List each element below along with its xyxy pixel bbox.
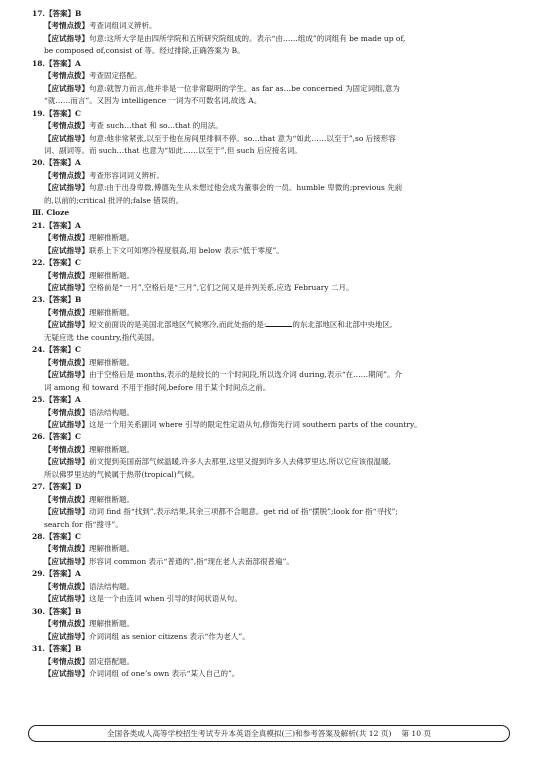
test-point-label: 【考情点拨】 (44, 407, 89, 417)
question-19 (32, 108, 507, 158)
answer-line (32, 643, 507, 655)
guide-row (32, 556, 507, 568)
test-point-text: 固定搭配题。 (89, 656, 134, 666)
question-17 (32, 8, 507, 58)
test-point-text: 理解推断题。 (89, 270, 134, 280)
answer-line (32, 481, 507, 493)
answer-line (32, 157, 507, 169)
test-point-row (32, 494, 507, 506)
test-point-row (32, 656, 507, 668)
guide-continuation: 所以佛罗里达的气候属于热带(tropical)气候。 (44, 469, 200, 479)
test-point-row (32, 543, 507, 555)
test-point-row (32, 120, 507, 132)
guide-text: 介词词组 of one’s own 表示“某人自己的”。 (89, 669, 240, 679)
test-point-label: 【考情点拨】 (44, 233, 89, 243)
guide-text: 空格前是“一月”,空格后是“三月”,它们之间又是并列关系,应选 February 二月。 (89, 282, 354, 292)
test-point-row (32, 170, 507, 182)
guide-continuation: 无疑应选 the country,指代美国。 (44, 332, 160, 342)
answer-line (32, 431, 507, 443)
test-point-text: 考查词组词义辨析。 (89, 21, 157, 31)
guide-row (32, 182, 507, 194)
guide-text: 联系上下文可知寒冷程度很高,用 below 表示“低于零度”。 (89, 245, 284, 255)
test-point-text: 考查形容词词义辨析。 (89, 170, 164, 180)
test-point-label: 【考情点拨】 (44, 121, 89, 131)
fill-blank (266, 319, 292, 327)
page-footer (28, 725, 510, 742)
question-number: 27. (32, 482, 46, 492)
question-23 (32, 294, 507, 344)
guide-row (32, 245, 507, 257)
answer-label: 【答案】A (45, 158, 81, 168)
test-point-label: 【考情点拨】 (44, 544, 89, 554)
guide-text: 句意:由于出身卑微,傅德先生从未想过他会成为董事会的一员。humble 卑微的;previous 先前 (89, 183, 403, 193)
guide-row (32, 631, 507, 643)
guide-label: 【应试指导】 (44, 83, 89, 93)
test-point-label: 【考情点拨】 (44, 444, 89, 454)
question-24 (32, 344, 507, 394)
answer-line (32, 8, 507, 20)
answer-label: 【答案】C (45, 108, 82, 118)
guide-label: 【应试指导】 (44, 183, 89, 193)
guide-row (32, 419, 507, 431)
test-point-text: 理解推断题。 (89, 619, 134, 629)
guide-continuation: be composed of,consist of 等。经过排除,正确答案为 B。 (44, 46, 245, 56)
footer-page-number: 第 10 页 (401, 729, 432, 738)
guide-row (32, 319, 507, 331)
answer-label: 【答案】B (45, 9, 82, 18)
test-point-text: 理解推断题。 (89, 357, 134, 367)
guide-label: 【应试指导】 (44, 507, 89, 517)
test-point-row (32, 357, 507, 369)
test-point-text: 考查固定搭配。 (89, 71, 142, 81)
question-number: 28. (32, 532, 46, 542)
test-point-label: 【考情点拨】 (44, 581, 89, 591)
answer-label: 【答案】C (45, 432, 82, 442)
answer-label: 【答案】B (45, 644, 82, 654)
guide-row (32, 506, 507, 518)
guide-label: 【应试指导】 (44, 282, 89, 292)
question-number: 29. (32, 569, 46, 579)
answer-label: 【答案】B (45, 606, 82, 616)
question-26 (32, 431, 507, 481)
answer-label: 【答案】D (45, 482, 82, 492)
question-21 (32, 220, 507, 257)
guide-row (32, 83, 507, 95)
guide-label: 【应试指导】 (44, 419, 89, 429)
question-number: 26. (32, 432, 46, 442)
guide-text: 这是一个用关系副词 where 引导的限定性定语从句,修饰先行词 southern parts of the country。 (89, 419, 422, 429)
guide-row (32, 593, 507, 605)
guide-text: 由于空格后是 months,表示的是较长的一个时间段,所以选介词 during,表示“在……期间”。介 (89, 370, 402, 380)
test-point-text: 理解推断题。 (89, 444, 134, 454)
guide-label: 【应试指导】 (44, 33, 89, 43)
guide-label: 【应试指导】 (44, 631, 89, 641)
test-point-row (32, 270, 507, 282)
guide-text: 句意:就智力而言,他并非是一位非常聪明的学生。as far as…be concerned 为固定词组,意为 (89, 83, 400, 93)
guide-text: 短文前面说的是美国北部地区气候寒冷,而此处指的是: (89, 320, 267, 330)
test-point-row (32, 307, 507, 319)
answer-line (32, 394, 507, 406)
guide-label: 【应试指导】 (44, 133, 89, 143)
section-heading: Ⅲ. Cloze (32, 208, 70, 218)
question-number: 24. (32, 345, 46, 355)
question-31 (32, 643, 507, 680)
test-point-label: 【考情点拨】 (44, 21, 89, 31)
question-number: 17. (32, 9, 46, 18)
question-number: 20. (32, 158, 46, 168)
guide-text: 动词 find 指“找到”,表示结果,其余三项都不合题意。get rid of 指“摆脱”;look for 指“寻找”; (89, 507, 398, 517)
test-point-row (32, 232, 507, 244)
answer-label: 【答案】C (45, 258, 82, 268)
question-number: 21. (32, 220, 46, 230)
footer-title: 全国各类成人高等学校招生考试专升本英语全真模拟(三)和参考答案及解析(共 12 页) (106, 729, 392, 738)
test-point-text: 语法结构题。 (89, 581, 134, 591)
guide-label: 【应试指导】 (44, 556, 89, 566)
question-28 (32, 531, 507, 568)
answer-body (32, 8, 507, 680)
test-point-text: 理解推断题。 (89, 494, 134, 504)
guide-label: 【应试指导】 (44, 669, 89, 679)
answer-label: 【答案】A (45, 395, 81, 405)
test-point-label: 【考情点拨】 (44, 307, 89, 317)
test-point-row (32, 618, 507, 630)
question-30 (32, 606, 507, 643)
guide-text-after-blank: 的东北部地区和北部中央地区, (292, 320, 393, 330)
test-point-text: 考查 such…that 和 so…that 的用法。 (89, 121, 223, 131)
guide-text: 形容词 common 表示“普通的”,指“现在老人去南部很普遍”。 (89, 556, 294, 566)
question-number: 19. (32, 108, 46, 118)
question-number: 23. (32, 295, 46, 305)
guide-row (32, 133, 507, 145)
answer-line (32, 344, 507, 356)
test-point-label: 【考情点拨】 (44, 619, 89, 629)
question-27 (32, 481, 507, 531)
answer-line (32, 58, 507, 70)
answer-label: 【答案】C (45, 345, 82, 355)
guide-row (32, 369, 507, 381)
question-29 (32, 568, 507, 605)
guide-text: 介词词组 as senior citizens 表示“作为老人”。 (89, 631, 250, 641)
test-point-label: 【考情点拨】 (44, 656, 89, 666)
guide-text: 前文提到美国南部气候温暖,许多人去那里,这里又提到许多人去佛罗里达,所以它应该很温暖, (89, 457, 392, 467)
test-point-row (32, 444, 507, 456)
guide-label: 【应试指导】 (44, 594, 89, 604)
answer-label: 【答案】A (45, 58, 81, 68)
question-number: 30. (32, 606, 46, 616)
answer-label: 【答案】B (45, 295, 82, 305)
guide-row (32, 668, 507, 680)
guide-text: 句意:他非常紧张,以至于他在房间里徘徊不停。so…that 意为“如此……以至于”,so 后接形容 (89, 133, 396, 143)
test-point-label: 【考情点拨】 (44, 494, 89, 504)
test-point-text: 理解推断题。 (89, 307, 134, 317)
test-point-label: 【考情点拨】 (44, 71, 89, 81)
question-number: 22. (32, 258, 46, 268)
guide-label: 【应试指导】 (44, 245, 89, 255)
question-18 (32, 58, 507, 108)
guide-text: 这是一个由连词 when 引导的时间状语从句。 (89, 594, 242, 604)
test-point-label: 【考情点拨】 (44, 270, 89, 280)
guide-row (32, 282, 507, 294)
answer-label: 【答案】C (45, 532, 82, 542)
question-22 (32, 257, 507, 294)
guide-text: 句意:这所大学是由四所学院和五所研究院组成的。表示“由……组成”的词组有 be made up of, (89, 33, 406, 43)
answer-line (32, 257, 507, 269)
test-point-row (32, 20, 507, 32)
answer-line (32, 606, 507, 618)
guide-continuation: search for 指“搜寻”。 (44, 519, 123, 529)
test-point-row (32, 407, 507, 419)
test-point-label: 【考情点拨】 (44, 170, 89, 180)
answer-line (32, 220, 507, 232)
answer-line (32, 108, 507, 120)
guide-continuation: 的,以前的;critical 批评的;false 错误的。 (44, 195, 184, 205)
test-point-row (32, 70, 507, 82)
guide-label: 【应试指导】 (44, 320, 89, 330)
guide-label: 【应试指导】 (44, 457, 89, 467)
test-point-text: 理解推断题。 (89, 544, 134, 554)
guide-row (32, 33, 507, 45)
test-point-label: 【考情点拨】 (44, 357, 89, 367)
answer-label: 【答案】A (45, 220, 81, 230)
answer-line (32, 531, 507, 543)
guide-continuation: 词、副词等。而 such…that 也意为“如此……以至于”,但 such 后应接名词。 (44, 145, 302, 155)
test-point-text: 理解推断题。 (89, 233, 134, 243)
question-number: 25. (32, 395, 46, 405)
guide-continuation: 词 among 和 toward 不用于指时间,before 用于某个时间点之前。 (44, 382, 271, 392)
question-20 (32, 157, 507, 207)
guide-label: 【应试指导】 (44, 370, 89, 380)
answer-label: 【答案】A (45, 569, 81, 579)
question-25 (32, 394, 507, 431)
test-point-text: 语法结构题。 (89, 407, 134, 417)
guide-continuation: “就……而言”。又因为 intelligence 一词为不可数名词,故选 A。 (44, 96, 262, 106)
question-number: 18. (32, 58, 46, 68)
question-number: 31. (32, 644, 46, 654)
answer-line (32, 568, 507, 580)
answer-line (32, 294, 507, 306)
test-point-row (32, 581, 507, 593)
guide-row (32, 456, 507, 468)
